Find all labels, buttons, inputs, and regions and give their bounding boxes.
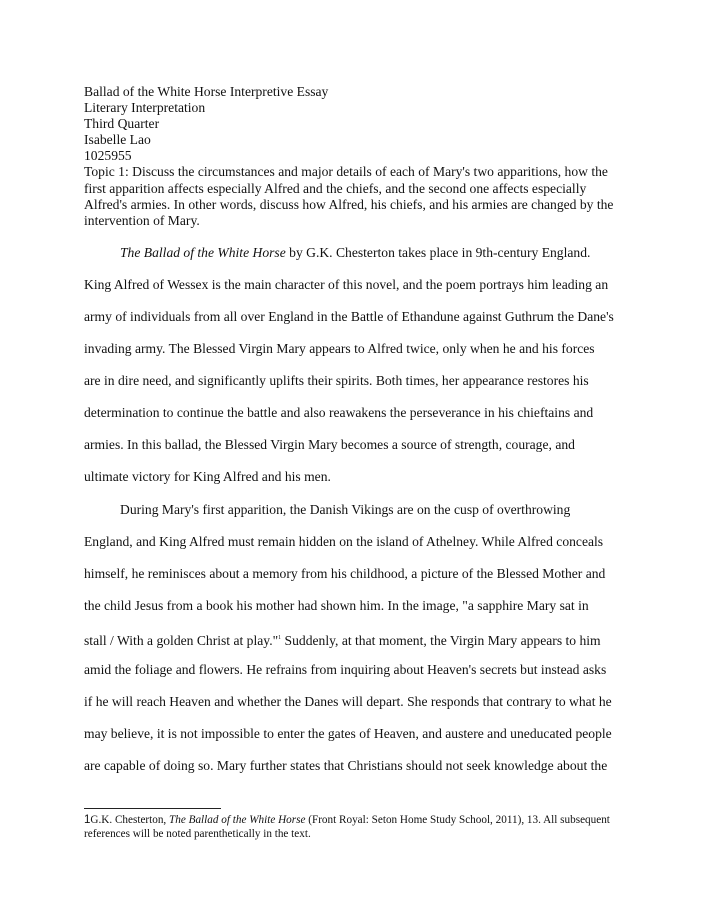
paragraph-2-line-7: if he will reach Heaven and whether the Danes will depart. She responds that contrary to what he — [84, 694, 612, 709]
essay-topic: Topic 1: Discuss the circumstances and major details of each of Mary's two apparitions, how the first apparition affects especially Alfred and the chiefs, and the second one affects especially Alfred's armies. In other words, discuss how Alfred, his chiefs, and his armies are changed by the intervention of Mary. — [84, 164, 614, 228]
author-name: Isabelle Lao — [84, 132, 151, 148]
paragraph-1-line-3: army of individuals from all over England in the Battle of Ethandune against Guthrum the Dane's — [84, 309, 614, 324]
paragraph-2-line-5: stall / With a golden Christ at play."$^1$ Suddenly, at that moment, the Virgin Mary appears to him — [84, 633, 601, 648]
paragraph-2-line-4: the child Jesus from a book his mother had shown him. In the image, "a sapphire Mary sat in — [84, 598, 589, 613]
footnote-book-title: The Ballad of the White Horse — [169, 814, 306, 826]
paragraph-2-line-6: amid the foliage and flowers. He refrains from inquiring about Heaven's secrets but instead asks — [84, 662, 607, 677]
footnote-separator — [84, 808, 221, 809]
course-name: Literary Interpretation — [84, 100, 206, 116]
paragraph-2-line-2: England, and King Alfred must remain hidden on the island of Athelney. While Alfred conceals — [84, 534, 604, 549]
paragraph-1-line-6: determination to continue the battle and also reawakens the perseverance in his chieftains and — [84, 405, 594, 420]
student-id: 1025955 — [84, 148, 132, 164]
essay-header — [84, 84, 632, 229]
paragraph-2-line-9: are capable of doing so. Mary further states that Christians should not seek knowledge about the — [84, 758, 608, 773]
paragraph-1-line-8: ultimate victory for King Alfred and his men. — [84, 469, 331, 484]
paragraph-1-line-4: invading army. The Blessed Virgin Mary appears to Alfred twice, only when he and his forces — [84, 341, 595, 356]
paragraph-2-line-1: During Mary's first apparition, the Danish Vikings are on the cusp of overthrowing — [120, 502, 571, 517]
paragraph-2-line-3: himself, he reminisces about a memory from his childhood, a picture of the Blessed Mother and — [84, 566, 606, 581]
quarter: Third Quarter — [84, 116, 160, 132]
paragraph-1-line-5: are in dire need, and significantly uplifts their spirits. Both times, her appearance restores his — [84, 373, 589, 388]
footnote-marker[interactable]: 1 — [278, 635, 282, 641]
paragraph-2-line-8: may believe, it is not impossible to enter the gates of Heaven, and austere and uneducated people — [84, 726, 612, 741]
footnote-number: 1 — [84, 814, 91, 826]
footnote: 1G.K. Chesterton, The Ballad of the White Horse (Front Royal: Seton Home Study School, 2011), 13. All subsequent references will be noted parenthetically in the text. — [84, 814, 610, 840]
essay-title: Ballad of the White Horse Interpretive Essay — [84, 84, 329, 99]
paragraph-1-line-7: armies. In this ballad, the Blessed Virgin Mary becomes a source of strength, courage, and — [84, 437, 575, 452]
paragraph-1-line-1: The Ballad of the White Horse by G.K. Chesterton takes place in 9th-century England. — [120, 245, 591, 260]
paragraph-1-line-2: King Alfred of Wessex is the main character of this novel, and the poem portrays him leading an — [84, 277, 609, 292]
book-title: The Ballad of the White Horse — [120, 245, 286, 260]
